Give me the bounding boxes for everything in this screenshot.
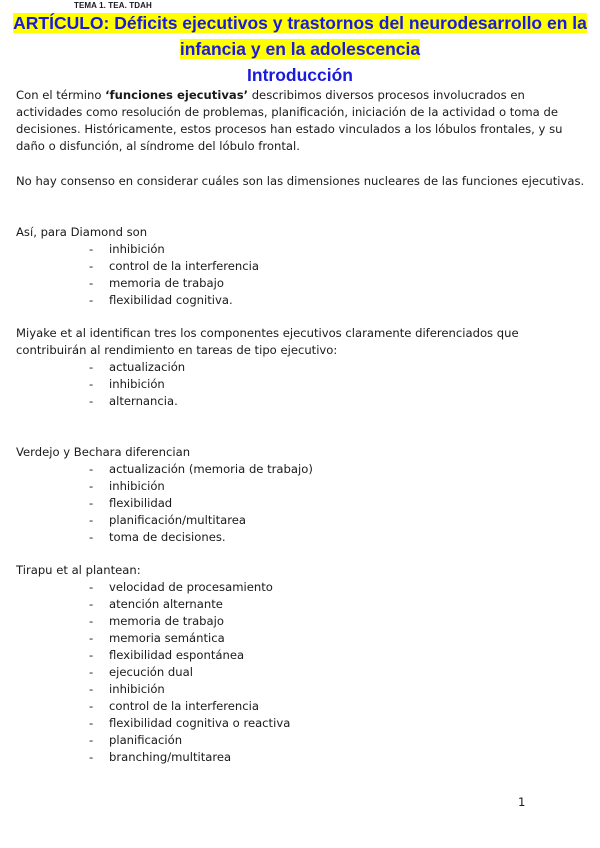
page-header: TEMA 1. TEA. TDAH <box>74 1 152 10</box>
bullet-dash: - <box>89 496 94 510</box>
bullet-dash: - <box>89 580 94 594</box>
bullet-dash: - <box>89 682 94 696</box>
verdejo-list <box>89 461 313 546</box>
bullet-dash: - <box>89 360 94 374</box>
list-item <box>89 664 290 681</box>
bullet-dash: - <box>89 716 94 730</box>
list-item-text: control de la interferencia <box>109 699 259 713</box>
miyake-intro: Miyake et al identifican tres los componentes ejecutivos claramente diferenciados que contribuirán al rendimiento en tareas de tipo ejecutivo: <box>16 326 519 357</box>
list-item-text: branching/multitarea <box>109 750 232 764</box>
list-item <box>89 275 259 292</box>
bullet-dash: - <box>89 648 94 662</box>
tirapu-intro: Tirapu et al plantean: <box>16 563 141 577</box>
list-item-text: flexibilidad <box>109 496 173 510</box>
list-item-text: actualización <box>109 360 186 374</box>
intro-paragraph: Con el término ‘funciones ejecutivas’ describimos diversos procesos involucrados en actividades como resolución de problemas, planificación, iniciación de la actividad o toma de decisiones. Históricamente, estos procesos han estado vinculados a los lóbulos frontales, y su daño o disfunción, al síndrome del lóbulo frontal. <box>16 88 563 153</box>
list-item-text: flexibilidad cognitiva o reactiva <box>109 716 291 730</box>
key-term: ‘funciones ejecutivas’ <box>105 88 249 102</box>
list-item <box>89 681 290 698</box>
list-item-text: flexibilidad espontánea <box>109 648 245 662</box>
list-item <box>89 292 259 309</box>
bullet-dash: - <box>89 530 94 544</box>
list-item <box>89 258 259 275</box>
list-item <box>89 579 290 596</box>
list-item <box>89 715 290 732</box>
list-item-text: toma de decisiones. <box>109 530 226 544</box>
bullet-dash: - <box>89 259 94 273</box>
list-item <box>89 478 313 495</box>
list-item <box>89 359 185 376</box>
miyake-list <box>89 359 185 410</box>
list-item <box>89 630 290 647</box>
list-item-text: planificación <box>109 733 183 747</box>
article-title-line-1: ARTÍCULO: Déficits ejecutivos y trastornos del neurodesarrollo en la <box>13 13 587 33</box>
bullet-dash: - <box>89 276 94 290</box>
list-item-text: alternancia. <box>109 394 178 408</box>
list-item <box>89 512 313 529</box>
consensus-paragraph: No hay consenso en considerar cuáles son las dimensiones nucleares de las funciones ejecutivas. <box>16 174 585 188</box>
list-item <box>89 698 290 715</box>
list-item-text: inhibición <box>109 479 165 493</box>
list-item-text: flexibilidad cognitiva. <box>109 293 233 307</box>
bullet-dash: - <box>89 699 94 713</box>
list-item-text: velocidad de procesamiento <box>109 580 273 594</box>
article-title-line-2: infancia y en la adolescencia <box>179 39 421 59</box>
list-item <box>89 376 185 393</box>
list-item <box>89 495 313 512</box>
list-item <box>89 749 290 766</box>
list-item-text: inhibición <box>109 242 165 256</box>
bullet-dash: - <box>89 750 94 764</box>
list-item-text: memoria de trabajo <box>109 276 224 290</box>
list-item-text: control de la interferencia <box>109 259 259 273</box>
list-item-text: inhibición <box>109 682 165 696</box>
list-item-text: atención alternante <box>109 597 223 611</box>
section-heading: Introducción <box>247 65 353 85</box>
list-item-text: actualización (memoria de trabajo) <box>109 462 313 476</box>
list-item-text: memoria semántica <box>109 631 225 645</box>
verdejo-intro: Verdejo y Bechara diferencian <box>16 445 191 459</box>
list-item-text: ejecución dual <box>109 665 193 679</box>
bullet-dash: - <box>89 614 94 628</box>
list-item <box>89 241 259 258</box>
page-number: 1 <box>518 795 526 809</box>
bullet-dash: - <box>89 242 94 256</box>
list-item <box>89 529 313 546</box>
bullet-dash: - <box>89 597 94 611</box>
list-item-text: planificación/multitarea <box>109 513 247 527</box>
bullet-dash: - <box>89 631 94 645</box>
bullet-dash: - <box>89 479 94 493</box>
bullet-dash: - <box>89 513 94 527</box>
diamond-list <box>89 241 259 309</box>
bullet-dash: - <box>89 394 94 408</box>
bullet-dash: - <box>89 293 94 307</box>
bullet-dash: - <box>89 377 94 391</box>
list-item <box>89 647 290 664</box>
bullet-dash: - <box>89 665 94 679</box>
list-item <box>89 393 185 410</box>
bullet-dash: - <box>89 462 94 476</box>
list-item <box>89 613 290 630</box>
tirapu-list <box>89 579 290 766</box>
bullet-dash: - <box>89 733 94 747</box>
list-item <box>89 732 290 749</box>
list-item-text: memoria de trabajo <box>109 614 224 628</box>
list-item-text: inhibición <box>109 377 165 391</box>
list-item <box>89 461 313 478</box>
list-item <box>89 596 290 613</box>
diamond-intro: Así, para Diamond son <box>16 225 148 239</box>
